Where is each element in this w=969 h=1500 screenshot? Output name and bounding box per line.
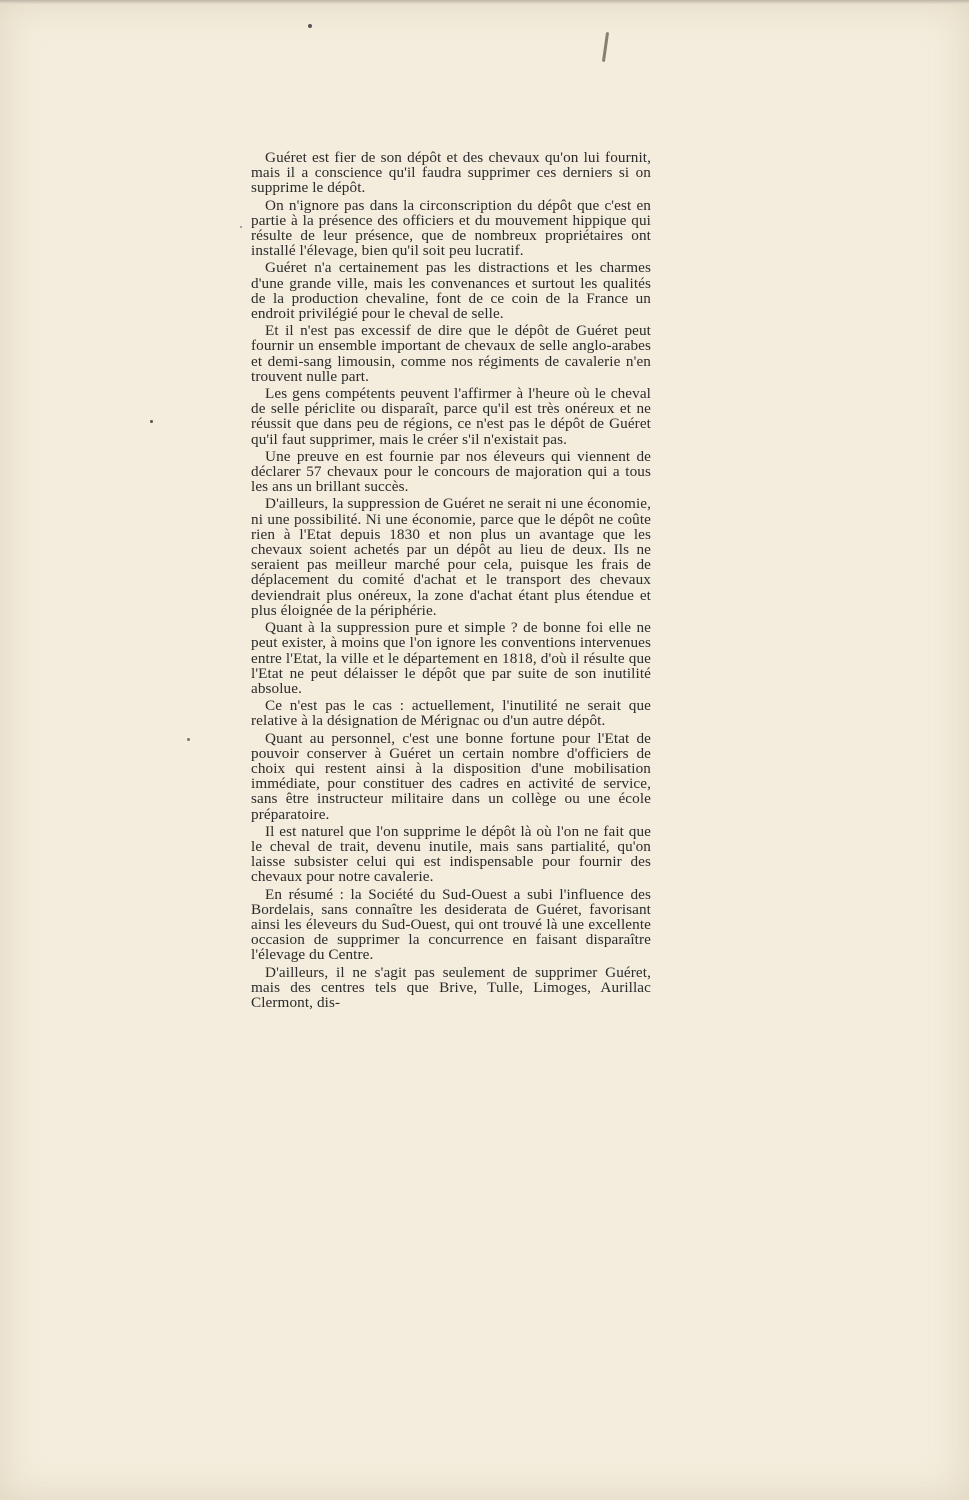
paragraph: On n'ignore pas dans la circonscription du dépôt que c'est en partie à la présence des officiers et du mouvement hippique qui résulte de leur présence, que de nombreux propriétaires ont installé l'élevage, bien qu'il soit peu lucratif. bbox=[251, 196, 651, 260]
speck bbox=[150, 420, 153, 423]
paragraph: Il est naturel que l'on supprime le dépôt là où l'on ne fait que le cheval de trait, devenu inutile, mais sans partialité, qu'on laisse subsister celui qui est indispensable pour fournir des chevaux pour notre cavalerie. bbox=[251, 822, 651, 886]
paragraph: Guéret est fier de son dépôt et des chevaux qu'on lui fournit, mais il a conscience qu'il faudra supprimer ces derniers si on supprime le dépôt. bbox=[251, 149, 651, 197]
paragraph: Quant au personnel, c'est une bonne fortune pour l'Etat de pouvoir conserver à Guéret un certain nombre d'officiers de choix qui restent ainsi à la disposition d'une mobilisation immédiate, pour constituer des cadres en activité de service, sans être instructeur militaire dans un collège ou une école préparatoire. bbox=[251, 729, 651, 823]
paragraph: Une preuve en est fournie par nos éleveurs qui viennent de déclarer 57 chevaux pour le concours de majoration qui a tous les ans un brillant succès. bbox=[251, 447, 651, 496]
paragraph: Guéret n'a certainement pas les distractions et les charmes d'une grande ville, mais les convenances et surtout les qualités de la production chevaline, font de ce coin de la France un endroit privilégié pour le cheval de selle. bbox=[251, 259, 651, 323]
paragraph: Les gens compétents peuvent l'affirmer à l'heure où le cheval de selle périclite ou disparaît, parce qu'il est très onéreux et ne réussit que dans peu de régions, ce n'est pas le dépôt de Guéret qu'il faut supprimer, mais le créer s'il n'existait pas. bbox=[251, 385, 651, 448]
paragraph: Ce n'est pas le cas : actuellement, l'inutilité ne serait que relative à la désignation de Mérignac ou d'un autre dépôt. bbox=[251, 697, 651, 730]
pencil-mark bbox=[602, 32, 609, 62]
speck bbox=[187, 738, 190, 741]
paragraph: D'ailleurs, la suppression de Guéret ne serait ni une économie, ni une possibilité. Ni une économie, parce que le dépôt ne coûte rien à l'Etat depuis 1830 et non plus un avantage que les chevaux soient achetés par un dépôt au lieu de deux. Ils ne seraient pas meilleur marché pour cela, puisque les frais de déplacement du comité d'achat et le transport des chevaux deviendrait plus onéreux, la zone d'achat étant plus étendue et plus éloignée de la périphérie. bbox=[251, 495, 651, 619]
paragraph: D'ailleurs, il ne s'agit pas seulement de supprimer Guéret, mais des centres tels que Brive, Tulle, Limoges, Aurillac Clermont, dis- bbox=[251, 963, 651, 1011]
paragraph: En résumé : la Société du Sud-Ouest a subi l'influence des Bordelais, sans connaître les desiderata de Guéret, favorisant ainsi les éleveurs du Sud-Ouest, qui ont trouvé là une excellente occasion de supprimer la concurrence en faisant disparaître l'élevage du Centre. bbox=[251, 885, 651, 964]
speck bbox=[240, 226, 242, 228]
paragraph: Et il n'est pas excessif de dire que le dépôt de Guéret peut fournir un ensemble important de chevaux de selle anglo-arabes et demi-sang limousin, comme nos régiments de cavalerie n'en trouvent nulle part. bbox=[251, 322, 651, 385]
paragraph: Quant à la suppression pure et simple ? de bonne foi elle ne peut exister, à moins que l'on ignore les conventions intervenues entre l'Etat, la ville et le département en 1818, d'où il résulte que l'Etat ne peut délaisser le dépôt que par suite de son inutilité absolue. bbox=[251, 619, 651, 697]
body-text bbox=[251, 150, 651, 1012]
speck bbox=[308, 24, 312, 28]
page-top-edge bbox=[0, 0, 969, 4]
